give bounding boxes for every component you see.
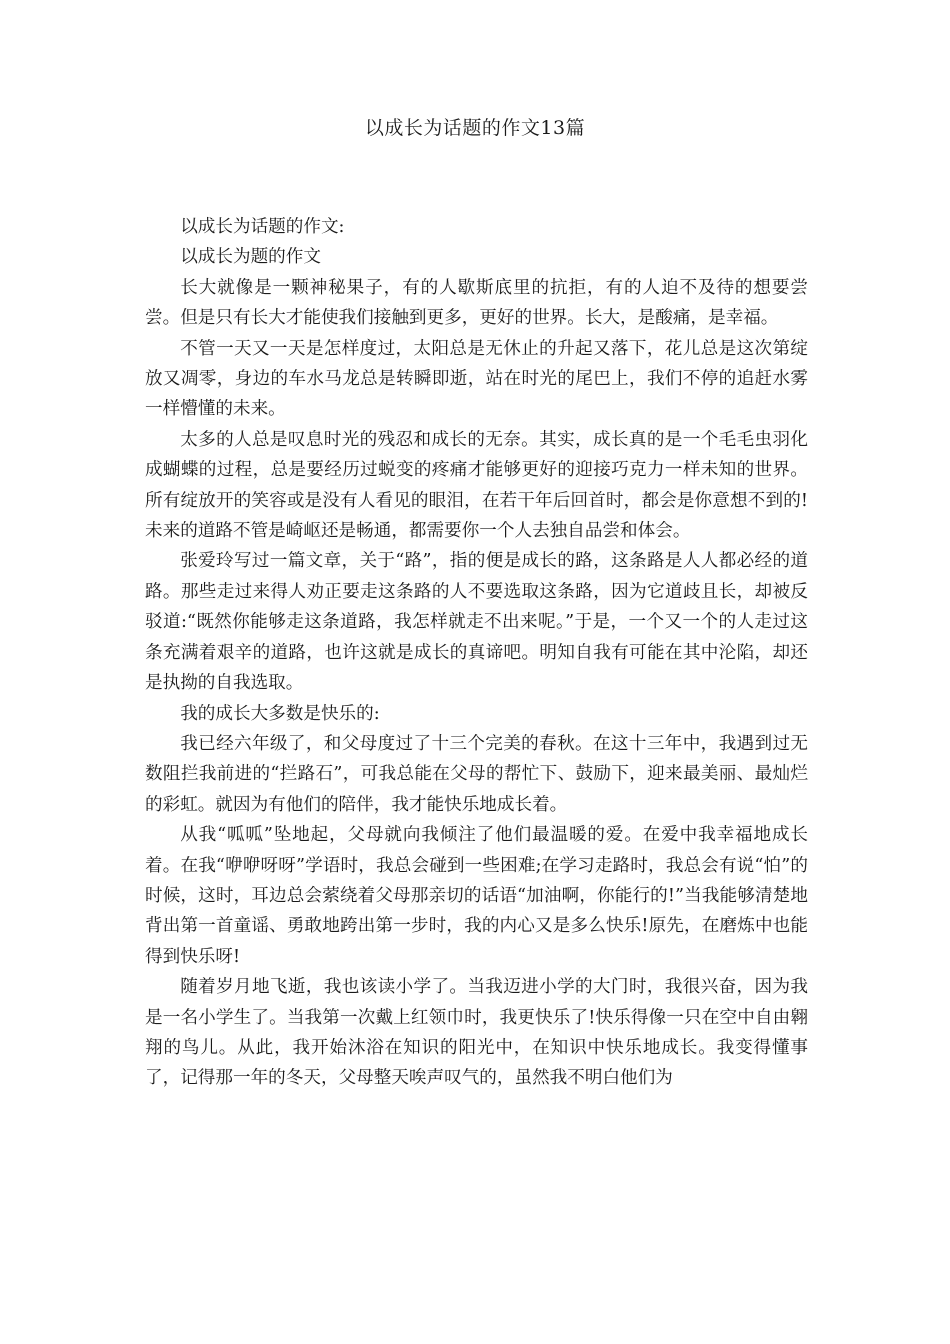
paragraph: 我的成长大多数是快乐的:	[180, 703, 380, 724]
paragraph: 不管一天又一天是怎样度过，太阳总是无休止的升起又落下，花儿总是这次第绽放又凋零，身边的车水马龙总是转瞬即逝，站在时光的尾巴上，我们不停的追赶水雾一样懵懂的未来。	[145, 338, 808, 420]
paragraph: 随着岁月地飞逝，我也该读小学了。当我迈进小学的大门时，我很兴奋，因为我是一名小学生了。当我第一次戴上红领巾时，我更快乐了!快乐得像一只在空中自由翱翔的鸟儿。从此，我开始沐浴在知识的阳光中，在知识中快乐地成长。我变得懂事了，记得那一年的冬天，父母整天唉声叹气的，虽然我不明白他们为	[145, 977, 808, 1089]
paragraph: 以成长为题的作文	[180, 247, 321, 268]
paragraph: 长大就像是一颗神秘果子，有的人歇斯底里的抗拒，有的人迫不及待的想要尝尝。但是只有长大才能使我们接触到更多，更好的世界。长大，是酸痛，是幸福。	[145, 277, 808, 329]
paragraph: 从我“呱呱”坠地起，父母就向我倾注了他们最温暖的爱。在爱中我幸福地成长着。在我“咿咿呀呀”学语时，我总会碰到一些困难;在学习走路时，我总会有说“怕”的时候，这时，耳边总会萦绕着父母那亲切的话语“加油啊，你能行的!”当我能够清楚地背出第一首童谣、勇敢地跨出第一步时，我的内心又是多么快乐!原先，在磨炼中也能得到快乐呀!	[145, 825, 808, 967]
document-body	[145, 212, 808, 1094]
paragraph: 张爱玲写过一篇文章，关于“路”，指的便是成长的路，这条路是人人都必经的道路。那些走过来得人劝正要走这条路的人不要选取这条路，因为它道歧且长，却被反驳道:“既然你能够走这条道路，我怎样就走不出来呢。”于是，一个又一个的人走过这条充满着艰辛的道路，也许这就是成长的真谛吧。明知自我有可能在其中沦陷，却还是执拗的自我选取。	[145, 551, 808, 694]
paragraph: 太多的人总是叹息时光的残忍和成长的无奈。其实，成长真的是一个毛毛虫羽化成蝴蝶的过程，总是要经历过蜕变的疼痛才能够更好的迎接巧克力一样未知的世界。所有绽放开的笑容或是没有人看见的眼泪，在若干年后回首时，都会是你意想不到的!未来的道路不管是崎岖还是畅通，都需要你一个人去独自品尝和体会。	[145, 429, 808, 542]
paragraph: 我已经六年级了，和父母度过了十三个完美的春秋。在这十三年中，我遇到过无数阻拦我前进的“拦路石”，可我总能在父母的帮忙下、鼓励下，迎来最美丽、最灿烂的彩虹。就因为有他们的陪伴，我才能快乐地成长着。	[145, 733, 808, 815]
paragraph: 以成长为话题的作文:	[180, 217, 345, 237]
document-title: 以成长为话题的作文13篇	[364, 117, 586, 139]
